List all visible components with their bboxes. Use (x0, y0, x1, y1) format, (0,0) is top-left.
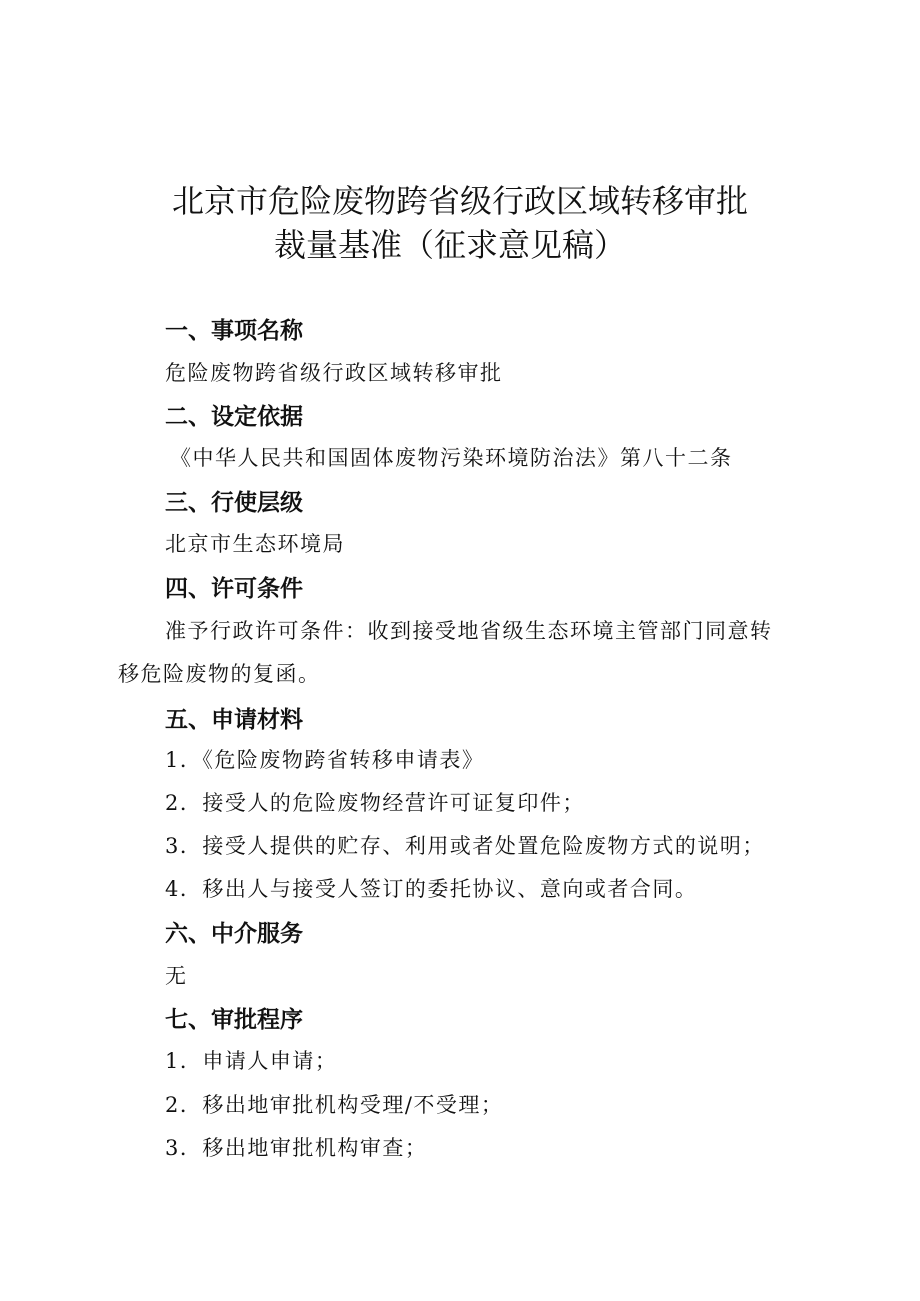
section-text: 《中华人民共和国固体废物污染环境防治法》第八十二条 (170, 446, 733, 470)
document-title-line-2: 裁量基准（征求意见稿） (273, 226, 626, 264)
list-item: 3．接受人提供的贮存、利用或者处置危险废物方式的说明； (165, 834, 765, 858)
section-heading-approval-procedure: 七、审批程序 (165, 1007, 303, 1033)
section-text-continued: 移危险废物的复函。 (118, 662, 321, 686)
section-heading-license-conditions: 四、许可条件 (165, 576, 303, 602)
list-item: 4．移出人与接受人签订的委托协议、意向或者合同。 (165, 877, 698, 901)
list-item: 1．《危险废物跨省转移申请表》 (165, 748, 485, 772)
section-text: 北京市生态环境局 (165, 532, 345, 556)
section-text: 危险废物跨省级行政区域转移审批 (165, 361, 503, 385)
section-text: 准予行政许可条件：收到接受地省级生态环境主管部门同意转 (165, 619, 773, 643)
list-item: 1．申请人申请； (165, 1049, 338, 1073)
document-title-line-1: 北京市危险废物跨省级行政区域转移审批 (171, 182, 748, 220)
list-item: 2．接受人的危险废物经营许可证复印件； (165, 791, 585, 815)
section-heading-application-materials: 五、申请材料 (165, 707, 303, 733)
section-text: 无 (165, 964, 188, 988)
list-item: 2．移出地审批机构受理/不受理； (165, 1093, 504, 1117)
list-item: 3．移出地审批机构审查； (165, 1136, 428, 1160)
section-heading-exercise-level: 三、行使层级 (165, 490, 303, 516)
section-heading-intermediary-services: 六、中介服务 (165, 921, 303, 947)
section-heading-item-name: 一、事项名称 (165, 318, 303, 344)
section-heading-legal-basis: 二、设定依据 (165, 404, 303, 430)
